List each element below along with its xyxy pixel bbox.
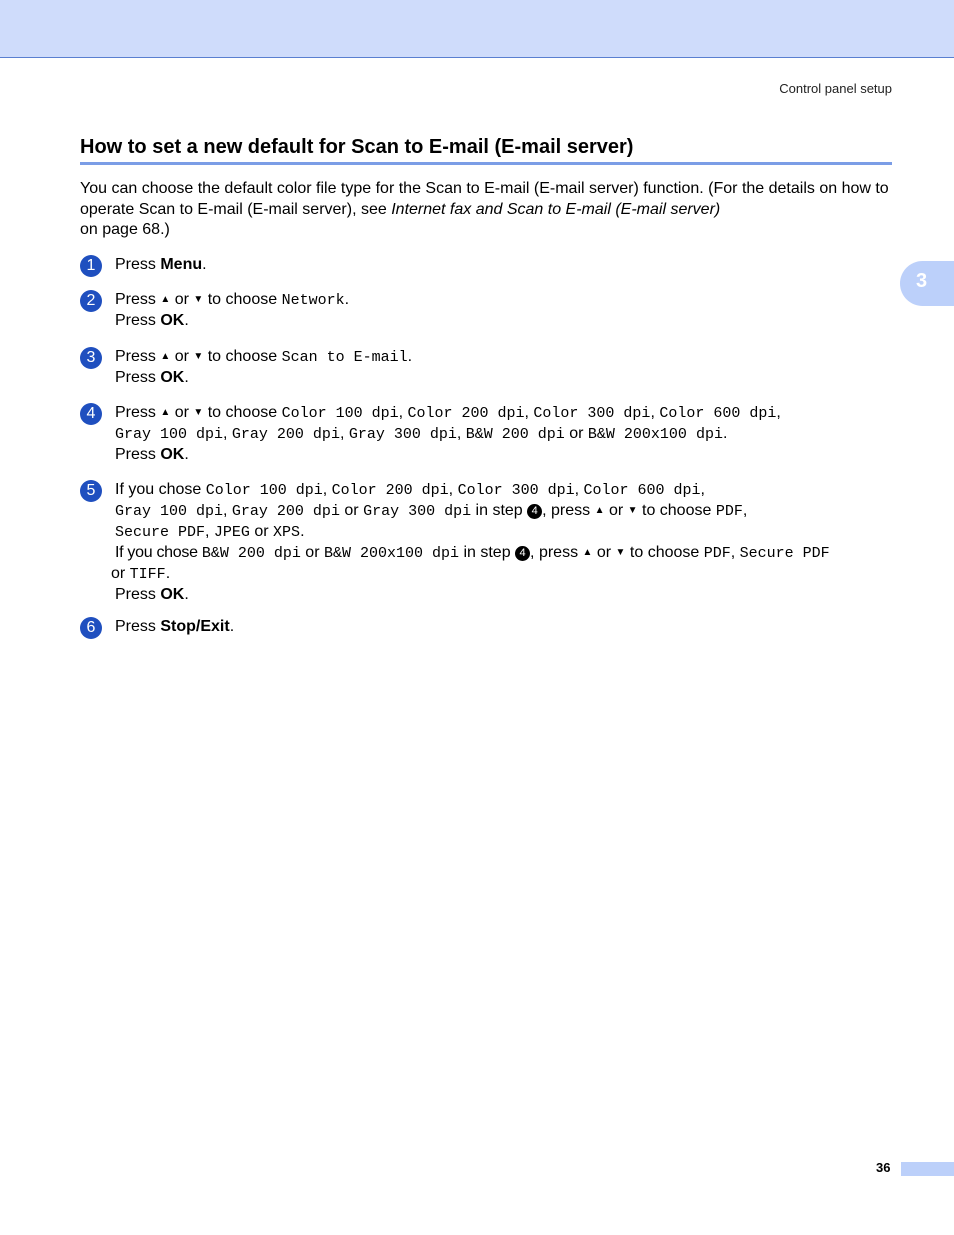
section-title: How to set a new default for Scan to E-mail (E-mail server) [80, 136, 892, 165]
step-text: Press Stop/Exit. [115, 618, 235, 635]
step-number-badge: 5 [80, 480, 102, 502]
chapter-number: 3 [916, 270, 928, 292]
option: Gray 100 dpi [115, 503, 224, 520]
down-arrow-icon: ▼ [193, 351, 204, 362]
ok-key: OK [160, 586, 185, 603]
option: Color 600 dpi [659, 405, 777, 422]
file-type: Secure PDF [115, 524, 206, 541]
option: Gray 300 dpi [363, 503, 472, 520]
intro-paragraph [80, 179, 892, 241]
step-text: Press ▲ or ▼ to choose Network. Press OK. [115, 291, 350, 329]
option: Gray 300 dpi [348, 426, 457, 443]
option: Color 600 dpi [583, 482, 701, 499]
option: Gray 100 dpi [115, 426, 224, 443]
option: Color 300 dpi [457, 482, 575, 499]
option: Color 300 dpi [533, 405, 651, 422]
file-type: XPS [273, 524, 301, 541]
down-arrow-icon: ▼ [615, 547, 626, 558]
menu-choice: Scan to E-mail [281, 349, 408, 366]
file-type: JPEG [213, 524, 250, 541]
step-number-badge: 1 [80, 255, 102, 277]
cross-reference-link: Internet fax and Scan to E-mail (E-mail server) [391, 200, 721, 218]
ok-key: OK [160, 312, 185, 329]
option: B&W 200 dpi [201, 545, 301, 562]
option: Gray 200 dpi [231, 503, 340, 520]
step-number-badge: 2 [80, 290, 102, 312]
option: B&W 200x100 dpi [587, 426, 723, 443]
step-text: Press Menu. [115, 256, 207, 273]
file-type: PDF [703, 545, 731, 562]
step-reference-badge: 4 [527, 504, 542, 519]
page-number-bar [901, 1162, 954, 1176]
menu-choice: Network [281, 292, 345, 309]
step-text: Press ▲ or ▼ to choose Scan to E-mail. Press OK. [115, 348, 413, 386]
stop-exit-key: Stop/Exit [160, 618, 230, 635]
step-text: Press ▲ or ▼ to choose Color 100 dpi, Color 200 dpi, Color 300 dpi, Color 600 dpi, Gray 100 dpi, Gray 200 dpi, Gray 300 dpi, B&W 200 dpi or B&W 200x100 dpi. Press OK. [115, 404, 781, 463]
step-number-badge: 4 [80, 403, 102, 425]
option: Gray 200 dpi [231, 426, 340, 443]
step-number-badge: 3 [80, 347, 102, 369]
file-type: Secure PDF [739, 545, 830, 562]
page-number: 36 [876, 1160, 891, 1175]
up-arrow-icon: ▲ [160, 407, 171, 418]
option: Color 100 dpi [281, 405, 399, 422]
up-arrow-icon: ▲ [160, 294, 171, 305]
step-number-badge: 6 [80, 617, 102, 639]
option: B&W 200x100 dpi [323, 545, 460, 562]
intro-text-b: on page 68.) [80, 221, 170, 238]
option: Color 100 dpi [205, 482, 323, 499]
chapter-tab [900, 261, 954, 306]
menu-key: Menu [160, 256, 203, 273]
file-type: PDF [715, 503, 743, 520]
up-arrow-icon: ▲ [594, 505, 605, 516]
up-arrow-icon: ▲ [160, 351, 171, 362]
ok-key: OK [160, 446, 185, 463]
up-arrow-icon: ▲ [582, 547, 593, 558]
ok-key: OK [160, 369, 185, 386]
down-arrow-icon: ▼ [193, 407, 204, 418]
option: Color 200 dpi [331, 482, 449, 499]
intro-text-a: You can choose the default color file type for the Scan to E-mail (E-mail server) function. (For the details on how to operate Scan to E-mail (E-mail server), see [80, 180, 889, 218]
file-type: TIFF [129, 566, 166, 583]
option: B&W 200 dpi [465, 426, 565, 443]
top-header-band [0, 0, 954, 58]
step-reference-badge: 4 [515, 546, 530, 561]
running-header: Control panel setup [779, 81, 892, 96]
down-arrow-icon: ▼ [627, 505, 638, 516]
step-text: If you chose Color 100 dpi, Color 200 dpi, Color 300 dpi, Color 600 dpi, Gray 100 dpi, Gray 200 dpi or Gray 300 dpi in step 4 , press ▲ or ▼ to choose PDF, Secure PDF, JPEG or XPS. If you chose B&W 200 dpi or B&W 200x100 dpi in step 4 , press ▲ or ▼ to choose PDF, Secure PDF or TIFF. Press OK. [111, 481, 830, 603]
option: Color 200 dpi [407, 405, 525, 422]
down-arrow-icon: ▼ [193, 294, 204, 305]
